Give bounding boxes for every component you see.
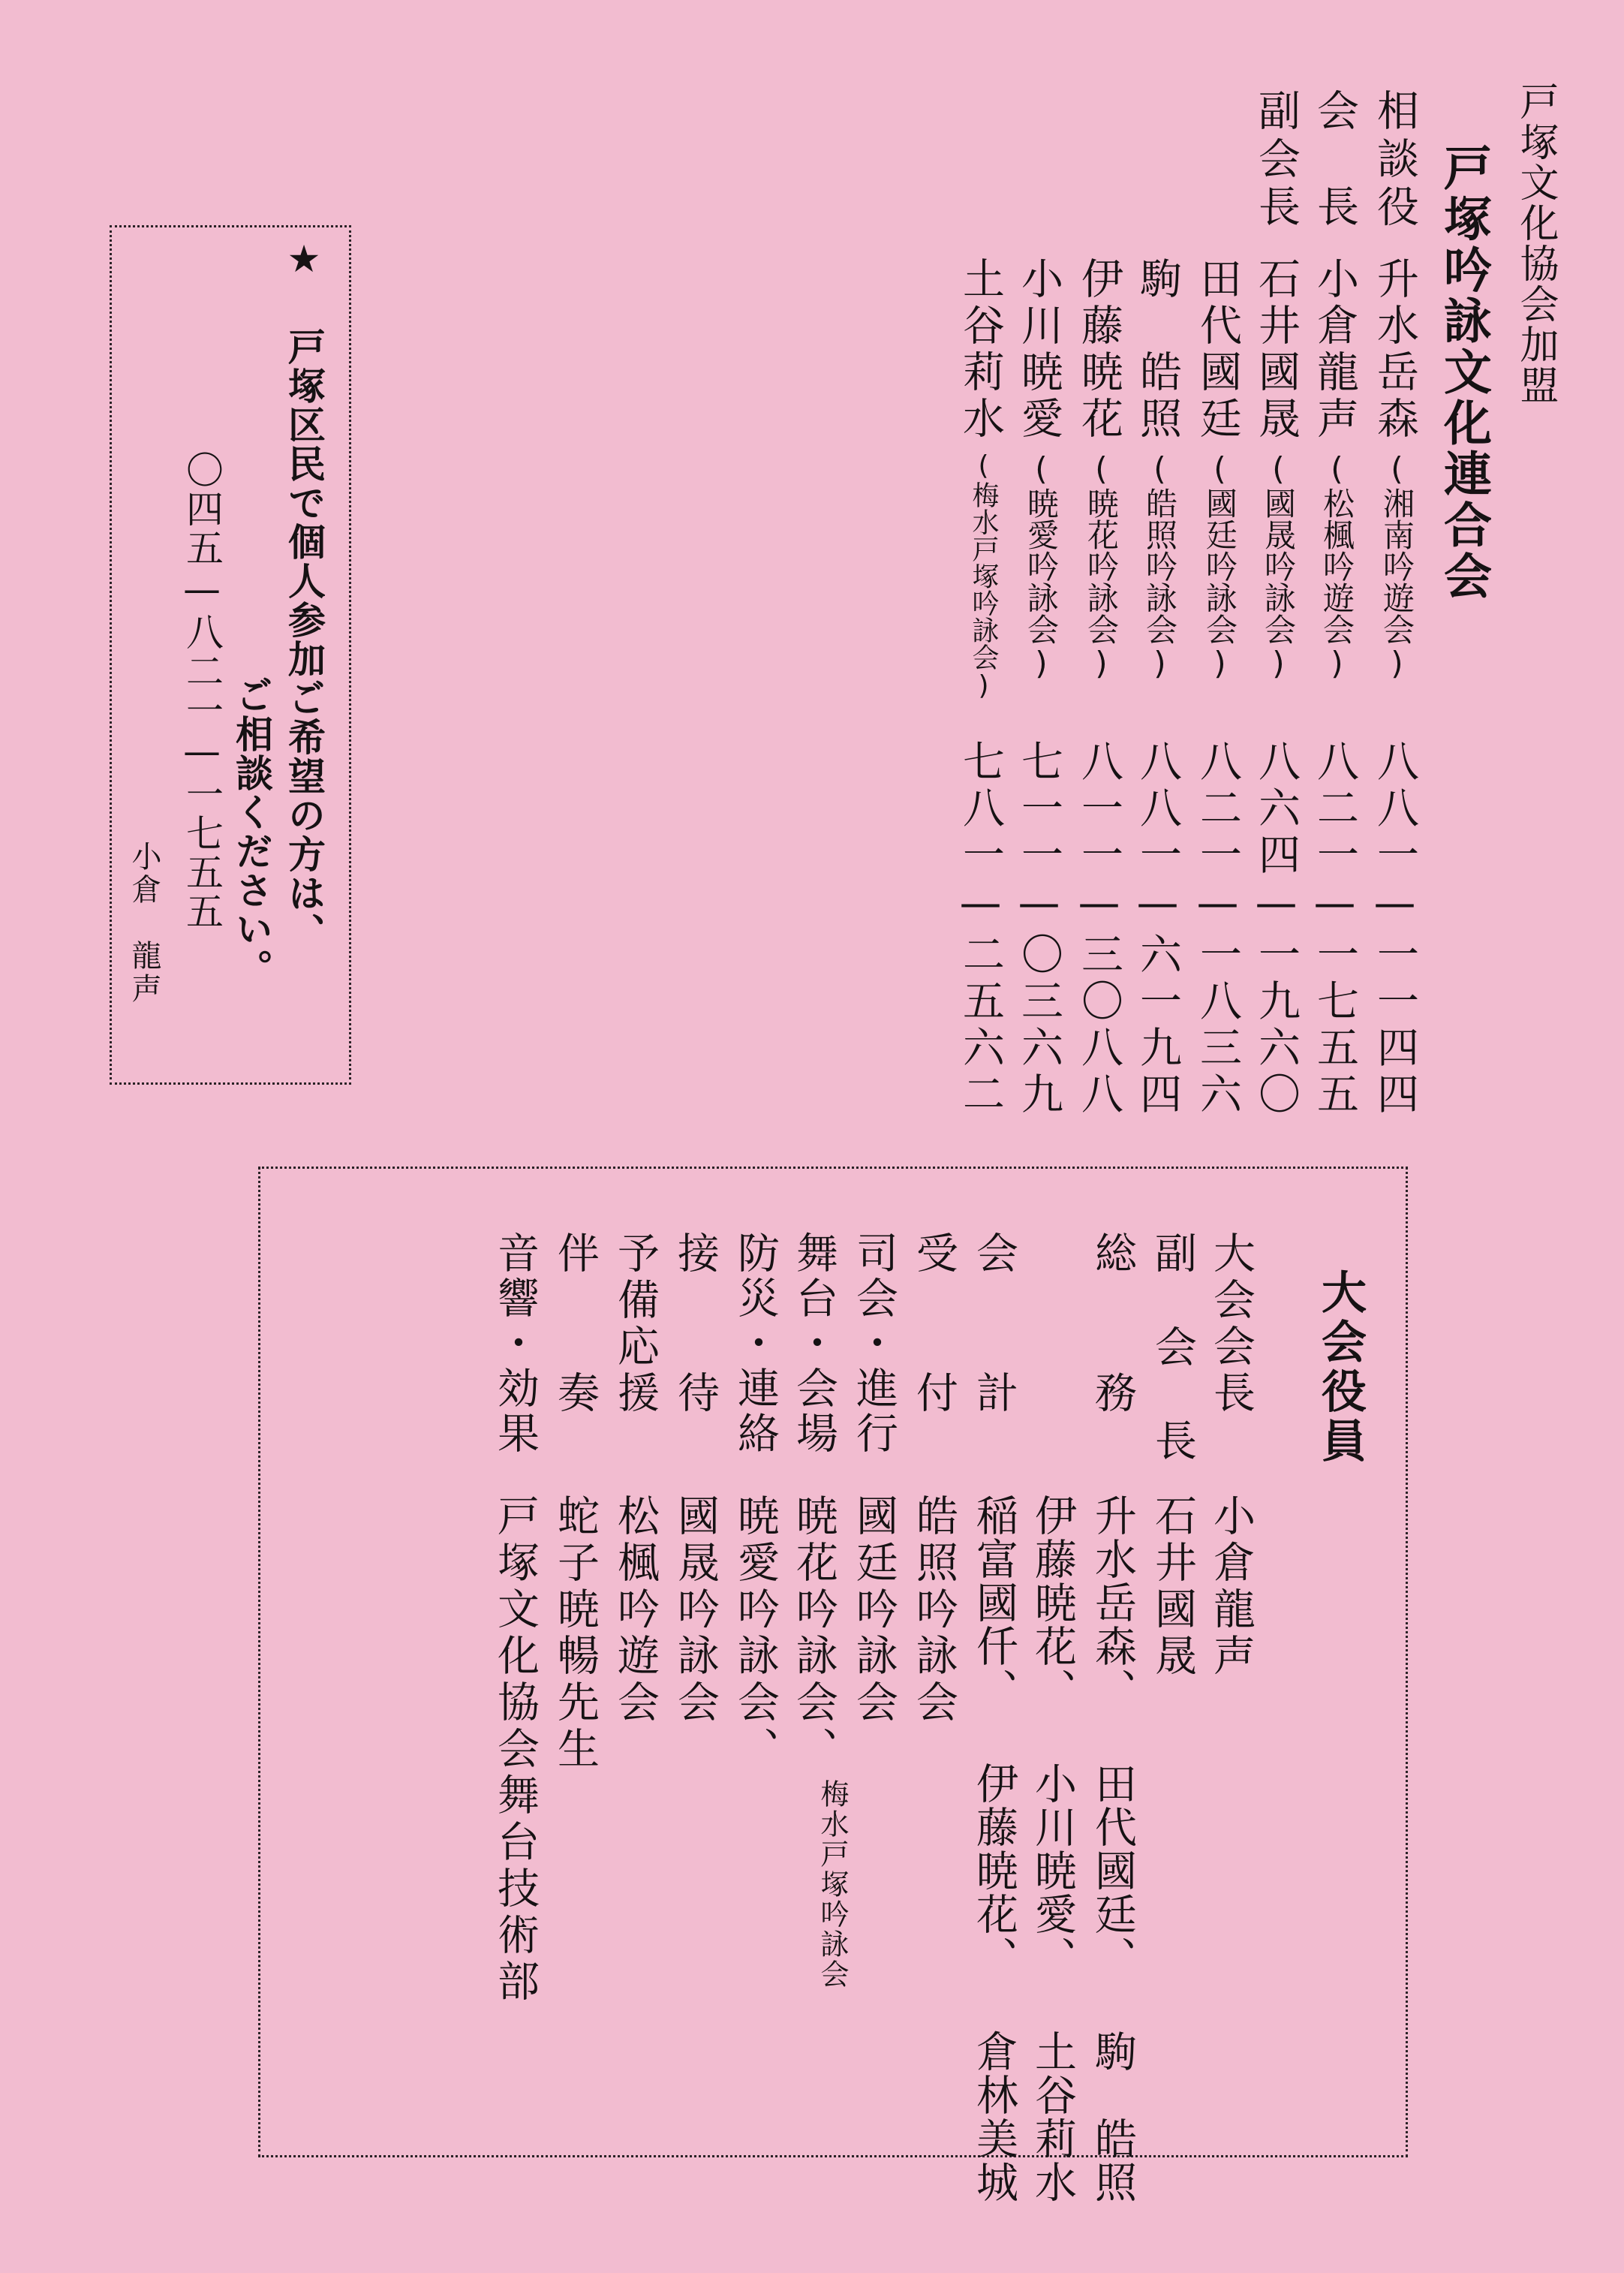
officer-group: (國晟吟詠会) [1260,450,1297,682]
committee-value: 國廷吟詠会 [850,1494,898,1727]
officer-phone: 七八一—二五六二 [956,739,1005,1118]
affiliation-text: 戸塚文化協会加盟 [1513,81,1558,405]
officer-name: 田代國廷 [1193,257,1242,443]
officer-group: (暁愛吟詠会) [1023,450,1060,682]
officer-phone: 八一一—三〇八八 [1075,739,1123,1118]
officer-group: (暁花吟詠会) [1083,450,1120,682]
officer-name: 升水岳森 [1370,257,1419,443]
committee-role: 受 付 [910,1231,958,1417]
officer-name: 小川暁愛 [1015,257,1063,443]
committee-value: 戸塚文化協会舞台技術部 [491,1494,540,2006]
committee-value: 升水岳森、 田代國廷、 駒 皓照 [1088,1494,1137,2204]
officer-role: 会 長 [1310,89,1359,233]
committee-role: 総 務 [1088,1231,1137,1417]
notice-line1: ★ 戸塚区民で個人参加ご希望の方は、 [282,237,326,952]
officer-name: 土谷莉水 [956,257,1005,443]
officer-group: (松楓吟遊会) [1319,450,1355,682]
notice-signature: 小倉 龍声 [127,841,161,1006]
notice-phone: 〇四五—八二一—一七五五 [180,450,224,931]
officer-phone: 八八一—一一四四 [1370,739,1419,1118]
officer-group: (梅水戸塚吟詠会) [968,450,999,701]
committee-role: 伴 奏 [551,1231,600,1417]
officer-name: 石井國晟 [1252,257,1301,443]
committee-role: 大会会長 [1207,1231,1256,1417]
committee-value: 暁愛吟詠会、 [731,1494,780,1773]
committee-role: 副 会 長 [1148,1231,1197,1462]
officer-name: 伊藤暁花 [1075,257,1123,443]
officer-phone: 八二一—一七五五 [1310,739,1359,1118]
committee-note: 梅水戸塚吟詠会 [816,1779,849,1989]
committee-value: 伊藤暁花、 小川暁愛、 土谷莉水 [1028,1494,1077,2204]
committee-value: 稲富國仟、 伊藤暁花、 倉林美城 [970,1494,1018,2204]
officer-phone: 七一一—〇三六九 [1015,739,1063,1118]
officer-phone: 八八一—六一九四 [1133,739,1182,1118]
committee-role: 音響・効果 [491,1231,540,1456]
officer-group: (皓照吟詠会) [1141,450,1178,682]
committee-role: 会 計 [970,1231,1018,1417]
officer-phone: 八六四—一九六〇 [1252,739,1301,1118]
committee-role: 防災・連絡 [731,1231,780,1456]
officer-role: 相談役 [1370,89,1419,233]
officer-name: 小倉龍声 [1310,257,1359,443]
committee-value: 皓照吟詠会 [910,1494,958,1727]
committee-value: 暁花吟詠会、 [789,1494,838,1773]
committee-heading: 大会役員 [1314,1269,1367,1467]
committee-role: 舞台・会場 [789,1231,838,1456]
committee-value: 小倉龍声 [1207,1494,1256,1680]
committee-role: 接 待 [671,1231,720,1417]
committee-value: 蛇子暁暢先生 [551,1494,600,1773]
committee-role: 司会・進行 [850,1231,898,1456]
officer-role: 副会長 [1252,89,1301,233]
page-title: 戸塚吟詠文化連合会 [1436,143,1491,602]
notice-line2: ご相談ください。 [230,676,273,988]
committee-role: 予備応援 [611,1231,660,1417]
committee-value: 國晟吟詠会 [671,1494,720,1727]
officer-name: 駒 皓照 [1133,257,1182,443]
committee-value: 石井國晟 [1148,1494,1197,1680]
officer-phone: 八二一—一八三六 [1193,739,1242,1118]
officer-group: (國廷吟詠会) [1201,450,1238,682]
committee-value: 松楓吟遊会 [611,1494,660,1727]
officer-group: (湘南吟遊会) [1379,450,1415,682]
